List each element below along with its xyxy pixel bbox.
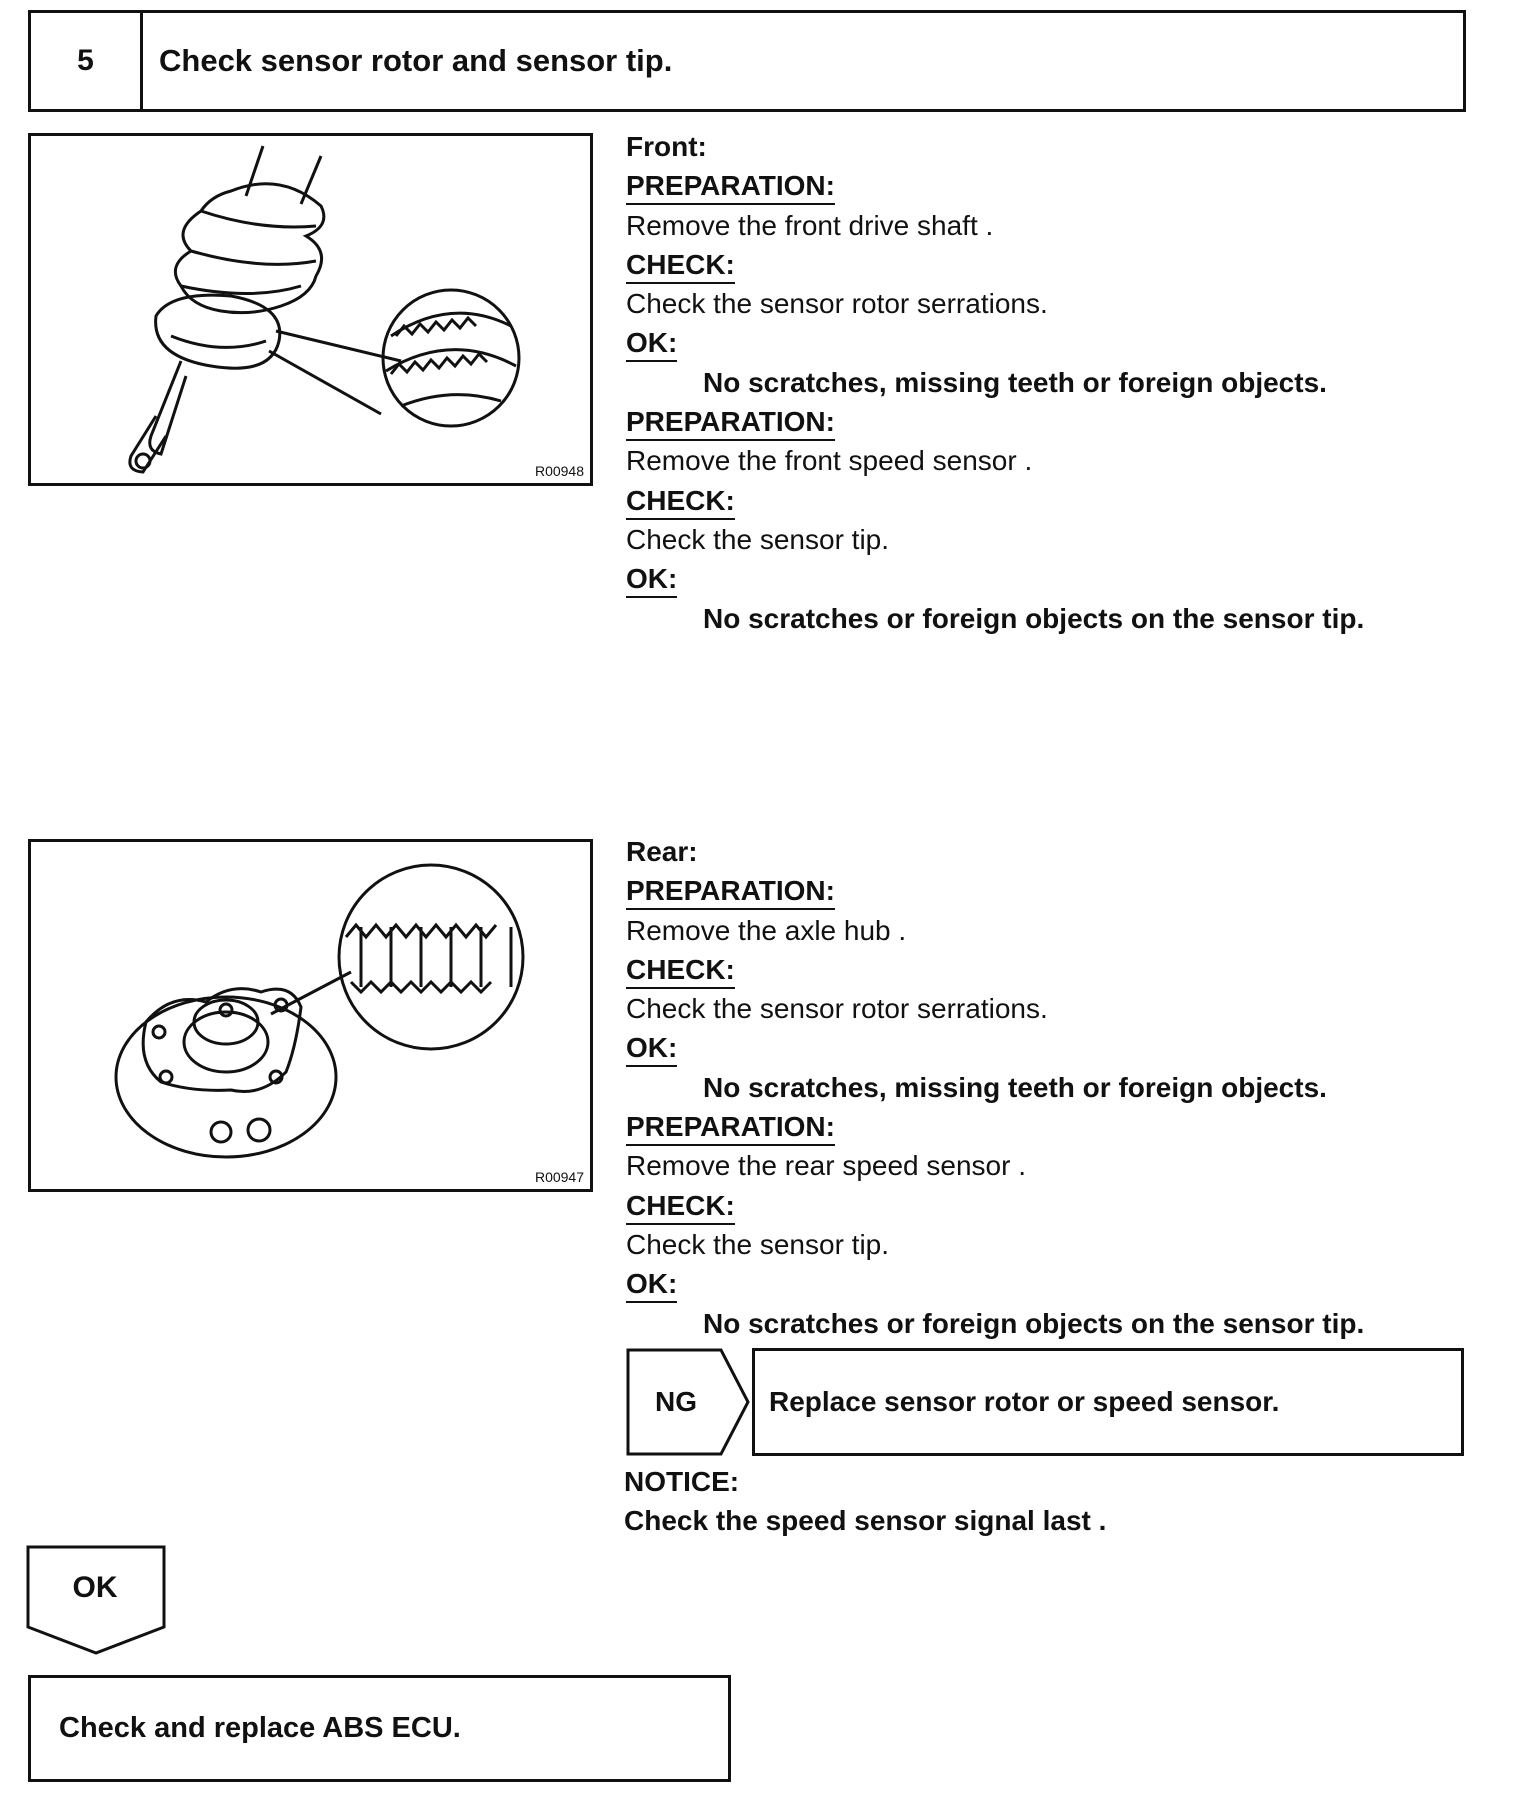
preparation-label: PREPARATION: xyxy=(626,169,835,205)
check-label: CHECK: xyxy=(626,248,735,284)
step-header xyxy=(28,10,1466,112)
front-drive-shaft-figure xyxy=(28,133,593,486)
check-text: Check the sensor rotor serrations. xyxy=(626,993,1048,1025)
axle-hub-illustration xyxy=(31,842,590,1189)
ok-label: OK: xyxy=(626,562,677,598)
rear-procedure xyxy=(626,832,1486,1343)
ng-label: NG xyxy=(655,1386,697,1417)
figure-code: R00947 xyxy=(534,1169,584,1185)
ok-label: OK: xyxy=(626,1031,677,1067)
step-title: Check sensor rotor and sensor tip. xyxy=(159,43,673,78)
preparation-text: Remove the front speed sensor . xyxy=(626,445,1033,477)
check-label: CHECK: xyxy=(626,953,735,989)
notice-title: NOTICE: xyxy=(624,1466,740,1497)
ng-action-box: Replace sensor rotor or speed sensor. xyxy=(752,1348,1464,1456)
step-number: 5 xyxy=(31,13,143,109)
check-text: Check the sensor tip. xyxy=(626,1228,890,1260)
preparation-text: Remove the rear speed sensor . xyxy=(626,1150,1026,1182)
ok-label: OK: xyxy=(626,1267,677,1303)
check-label: CHECK: xyxy=(626,1189,735,1225)
ok-action-box: Check and replace ABS ECU. xyxy=(28,1675,731,1782)
rear-axle-hub-figure xyxy=(28,839,593,1192)
check-text: Check the sensor tip. xyxy=(626,523,890,555)
preparation-label: PREPARATION: xyxy=(626,874,835,910)
ok-criteria: No scratches or foreign objects on the sensor tip. xyxy=(703,602,1365,634)
drive-shaft-illustration xyxy=(31,136,590,483)
preparation-text: Remove the front drive shaft . xyxy=(626,209,994,241)
check-label: CHECK: xyxy=(626,484,735,520)
preparation-text: Remove the axle hub . xyxy=(626,914,907,946)
ok-label: OK xyxy=(72,1571,118,1604)
ok-label: OK: xyxy=(626,326,677,362)
rear-heading: Rear: xyxy=(626,836,698,867)
front-procedure xyxy=(626,127,1486,638)
check-text: Check the sensor rotor serrations. xyxy=(626,288,1048,320)
ok-criteria: No scratches or foreign objects on the sensor tip. xyxy=(703,1307,1365,1339)
ok-criteria: No scratches, missing teeth or foreign objects. xyxy=(703,1071,1327,1103)
ok-criteria: No scratches, missing teeth or foreign objects. xyxy=(703,366,1327,398)
front-heading: Front: xyxy=(626,131,707,162)
notice-text: Check the speed sensor signal last . xyxy=(624,1505,1107,1536)
preparation-label: PREPARATION: xyxy=(626,1110,835,1146)
preparation-label: PREPARATION: xyxy=(626,405,835,441)
figure-code: R00948 xyxy=(534,463,584,479)
